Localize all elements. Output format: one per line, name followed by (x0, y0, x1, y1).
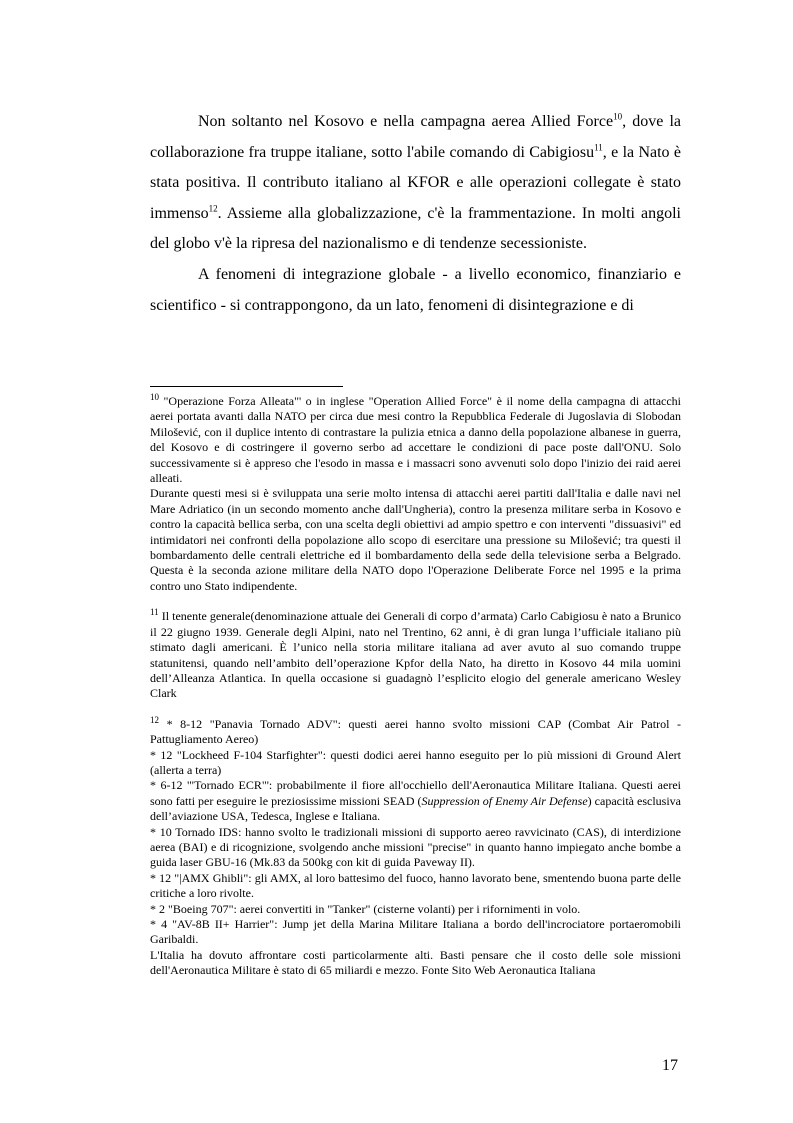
footnote-separator (150, 386, 343, 387)
footnote-12-line: * 4 "AV-8B II+ Harrier": Jump jet della Marina Militare Italiana a bordo dell'incrociatore portaeromobili Garibaldi. (150, 917, 681, 947)
footnote-mark: 10 (150, 392, 159, 402)
footnote-12-line: * 12 "Lockheed F-104 Starfighter": questi dodici aerei hanno eseguito per lo più missioni di Ground Alert (allerta a terra) (150, 747, 681, 777)
footnote-ref[interactable]: 12 (208, 203, 218, 214)
footnote-12-line: * 12 "|AMX Ghibli": gli AMX, al loro battesimo del fuoco, hanno lavorato bene, smentendo buona parte delle critiche a loro rivolte. (150, 870, 681, 901)
footnote-11: $^{11}$ Il tenente generale(denominazione attuale dei Generali di corpo d’armata) Carlo Cabigiosu è nato a Brunico il 22 giugno 1939. Generale degli Alpini, nato nel Trentino, 62 anni, è di gran lunga l’ufficiale italiano più stimato dagli americani. È l’unico nella storia militare italiana ad aver avuto al suo comando truppe statunitensi, quando nell’ambito dell’operazione Kpfor della Nato, ha diretto in Kosovo 44 mila uomini dell’Alleanza Atlantica. In quella occasione si guadagnò l’esplicito elogio del generale americano Wesley Clark (150, 607, 681, 701)
paragraph: A fenomeni di integrazione globale - a livello economico, finanziario e scientifico - si contrappongono, da un lato, fenomeni di disintegrazione e di (150, 265, 681, 314)
footnote-10: $^{10}$ "Operazione Forza Alleata"' o in inglese "Operation Allied Force" è il nome della campagna di attacchi aerei portata avanti dalla NATO per circa due mesi contro la Repubblica Federale di Jugoslavia di Slobodan Milošević, con il duplice intento di contrastare la pulizia etnica a danno della popolazione albanese in guerra, del Kosovo e di costringere il governo serbo ad accettare le condizioni di pace poste dall'ONU. Solo successivamente si è appreso che l'esodo in massa e i massacri sono avvenuti solo dopo l'inizio dei raid aerei alleati. (150, 392, 682, 486)
footnote-mark: 11 (150, 607, 159, 618)
footnote-mark: 12 (150, 714, 159, 725)
footnotes (150, 394, 681, 979)
footnote-12: $^{12}$ * 8-12 "Panavia Tornado ADV": questi aerei hanno svolto missioni CAP (Combat Air Patrol - Pattugliamento Aereo) (150, 714, 682, 747)
footnote-12-line: * 10 Tornado IDS: hanno svolto le tradizionali missioni di supporto aereo ravvicinato (CAS), di interdizione aerea (BAI) e di ricognizione, svolgendo anche missioni "precise" in quanto hanno impiegato anche bombe a guida laser GBU-16 (Mk.83 da 500kg con kit di guida Paveway II). (150, 824, 681, 870)
footnote-10-cont: Durante questi mesi si è sviluppata una serie molto intensa di attacchi aerei partiti dall'Italia e dalle navi nel Mare Adriatico (in un secondo momento anche dall'Ungheria), contro la presenza militare serba in Kosovo e contro la capacità bellica serba, con una scelta degli obiettivi ad ampio spettro e con interventi "dissuasivi" ed intimidatori nei confronti della popolazione allo scopo di esercitare una pressione su Milošević; tra questi il bombardamento delle centrali elettriche ed il bombardamento della sede della televisione serba a Belgrado. Questa è la seconda azione militare della NATO dopo l'Operazione Deliberate Force nel 1995 e la prima contro uno Stato indipendente. (150, 486, 681, 593)
main-text (150, 107, 681, 321)
footnote-12-line: L'Italia ha dovuto affrontare costi particolarmente alti. Basti pensare che il costo delle sole missioni dell'Aeronautica Militare è stato di 65 miliardi e mezzo. Fonte Sito Web Aeronautica Italiana (150, 947, 681, 978)
footnote-12-line: * 6-12 '"Tornado ECR"': probabilmente il fiore all'occhiello dell'Aeronautica Militare Italiana. Questi aerei sono fatti per eseguire le preziosissime missioni SEAD (Suppression of Enemy Air Defense) capacità esclusiva dell’aviazione USA, Tedesca, Inglese e Italiana. (150, 778, 681, 824)
paragraph: Non soltanto nel Kosovo e nella campagna aerea Allied Force$^{10}$, dove la collaborazione fra truppe italiane, sotto l'abile comando di Cabigiosu$^{11}$, e la Nato è stata positiva. Il contributo italiano al KFOR e alle operazioni collegate è stato immenso$^{12}$. Assieme alla globalizzazione, c'è la frammentazione. In molti angoli del globo v'è la ripresa del nazionalismo e di tendenze secessioniste. (150, 111, 681, 253)
footnote-ref[interactable]: 10 (613, 111, 623, 122)
page-number: 17 (662, 1057, 678, 1074)
footnote-12-line: * 2 "Boeing 707": aerei convertiti in "Tanker" (cisterne volanti) per i rifornimenti in volo. (150, 901, 581, 916)
footnote-ref[interactable]: 11 (594, 142, 603, 153)
